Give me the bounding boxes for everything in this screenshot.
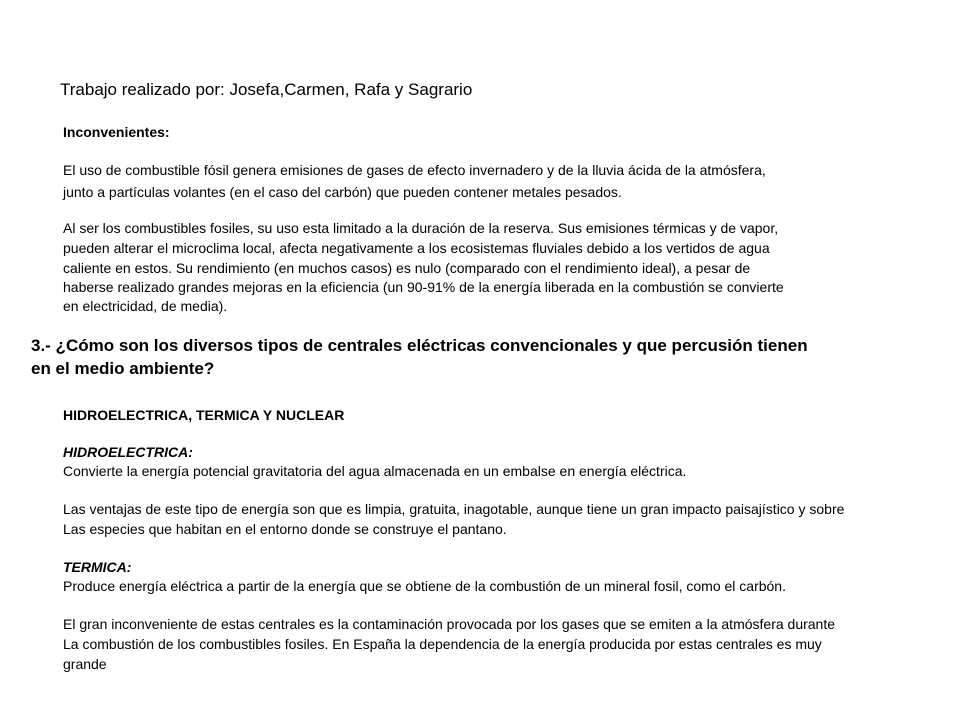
paragraph-line: en electricidad, de media). [63, 298, 228, 314]
paragraph-line: La combustión de los combustibles fosiles. En España la dependencia de la energía producida por estas centrales es muy [63, 636, 822, 652]
paragraph-line: Produce energía eléctrica a partir de la energía que se obtiene de la combustión de un mineral fosil, como el carbón. [63, 578, 786, 594]
paragraph-line: El gran inconveniente de estas centrales es la contaminación provocada por los gases que se emiten a la atmósfera durante [63, 616, 836, 632]
paragraph-line: junto a partículas volantes (en el caso del carbón) que pueden contener metales pesados. [63, 184, 622, 200]
paragraph-line: haberse realizado grandes mejoras en la eficiencia (un 90-91% de la energía liberada en la combustión se convierte [63, 279, 784, 295]
paragraph-line: Convierte la energía potencial gravitatoria del agua almacenada en un embalse en energía eléctrica. [63, 463, 687, 479]
paragraph-line: pueden alterar el microclima local, afecta negativamente a los ecosistemas fluviales debido a los vertidos de agua [63, 240, 770, 256]
question-heading: 3.- ¿Cómo son los diversos tipos de centrales eléctricas convencionales y que percusión tienen [31, 336, 808, 355]
paragraph-line: Las ventajas de este tipo de energía son que es limpia, gratuita, inagotable, aunque tiene un gran impacto paisajístico y sobre [63, 501, 845, 517]
inconvenientes-heading: Inconvenientes: [63, 124, 170, 140]
paragraph-line: grande [63, 656, 107, 672]
hidroelectrica-heading: HIDROELECTRICA: [63, 444, 193, 460]
author-line: Trabajo realizado por: Josefa,Carmen, Rafa y Sagrario [60, 80, 473, 99]
paragraph-line: caliente en estos. Su rendimiento (en muchos casos) es nulo (comparado con el rendimiento ideal), a pesar de [63, 260, 751, 276]
termica-heading: TERMICA: [63, 559, 132, 575]
paragraph-line: El uso de combustible fósil genera emisiones de gases de efecto invernadero y de la lluvia ácida de la atmósfera, [63, 162, 766, 178]
types-heading: HIDROELECTRICA, TERMICA Y NUCLEAR [63, 407, 345, 423]
paragraph-line: Las especies que habitan en el entorno donde se construye el pantano. [63, 521, 507, 537]
paragraph-line: Al ser los combustibles fosiles, su uso esta limitado a la duración de la reserva. Sus emisiones térmicas y de vapor, [63, 220, 779, 236]
question-heading: en el medio ambiente? [31, 359, 215, 378]
